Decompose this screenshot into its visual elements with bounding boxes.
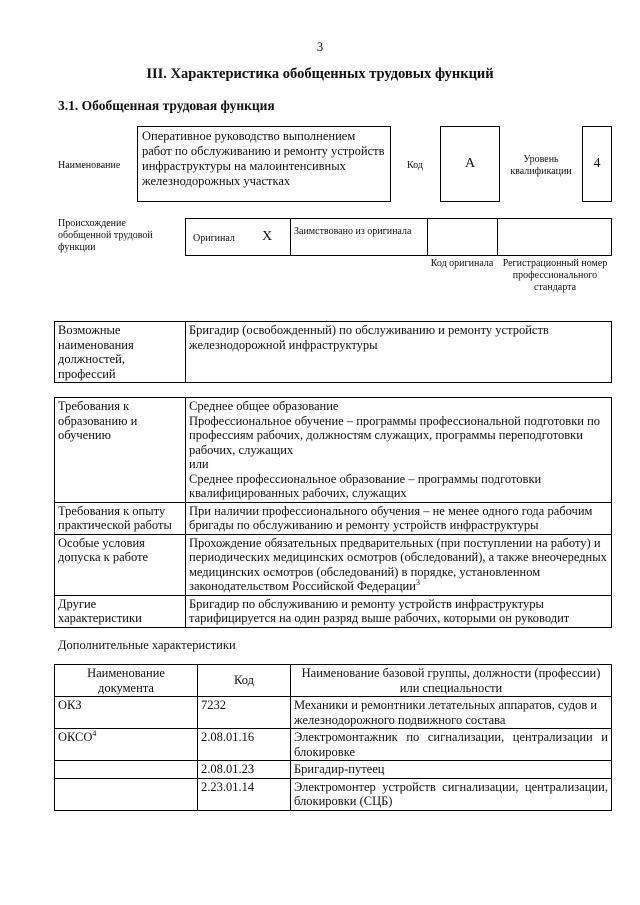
table-row [55,697,612,729]
positions-label: Возможные наименования должностей, профессий [55,322,186,383]
row-name: Бригадир-путеец [291,761,612,779]
footnote-marker: 3 [415,577,420,587]
section-title: III. Характеристика обобщенных трудовых функций [146,66,494,82]
code-original-caption: Код оригинала [430,258,494,269]
level-value: 4 [593,156,601,171]
row-doc [55,761,198,779]
header-doc: Наименование документа [55,665,198,697]
header-name: Наименование базовой группы, должности (профессии) или специальности [291,665,612,697]
row-code: 2.08.01.23 [198,761,291,779]
row-code: 2.23.01.14 [198,778,291,810]
original-mark: X [262,229,273,244]
row-name: Электромонтажник по сигнализации, централизации и блокировке [291,729,612,761]
table-row [55,761,612,779]
req-education-line: Профессиональное обучение – программы профессиональной подготовки по профессиям рабочих, должностям служащих, программы переподготовки рабочих, служащих [189,413,601,457]
req-education-line: Среднее общее образование [189,399,339,413]
row-doc [55,729,198,761]
table-row [55,729,612,761]
table-row [55,778,612,810]
req-education-label: Требования к образованию и обучению [55,398,186,503]
code-value-box [440,126,500,202]
name-value: Оперативное руководство выполнением работ по обслуживанию и ремонту устройств инфраструктуры на малоинтенсивных железнодорожных участках [142,129,385,188]
level-value-box [582,126,612,202]
row-name: Механики и ремонтники летательных аппаратов, судов и железнодорожного подвижного состава [291,697,612,729]
row-name: Электромонтер устройств сигнализации, централизации, блокировки (СЦБ) [291,778,612,810]
level-label: Уровень квалификации [510,154,572,177]
subsection-title: 3.1. Обобщенная трудовая функция [58,98,275,113]
name-label: Наименование [58,160,121,171]
req-conditions-label: Особые условия допуска к работе [55,534,186,595]
requirements-table [54,397,612,628]
code-label: Код [407,160,423,171]
row-doc-text: ОКСО [58,730,93,744]
original-label: Оригинал [193,233,235,244]
req-other-value: Бригадир по обслуживанию и ремонту устройств инфраструктуры тарифицируется на один разряд выше рабочих, которыми он руководит [186,595,612,627]
req-education-line: Среднее профессиональное образование – программы подготовки квалифицированных рабочих, служащих [189,471,542,500]
additional-caption: Дополнительные характеристики [58,638,236,652]
positions-value: Бригадир (освобожденный) по обслуживанию и ремонту устройств железнодорожной инфраструктуры [186,322,612,383]
reg-number-caption: Регистрационный номер профессионального стандарта [502,258,608,293]
req-conditions-value [186,534,612,595]
req-experience-label: Требования к опыту практической работы [55,502,186,534]
borrowed-label: Заимствовано из оригинала [294,226,412,237]
origin-divider-3 [497,218,498,256]
row-code: 7232 [198,697,291,729]
code-value: A [464,156,476,171]
req-other-label: Другие характеристики [55,595,186,627]
footnote-marker: 4 [92,728,97,738]
origin-divider-2 [427,218,428,256]
row-doc [55,778,198,810]
page-number: 3 [316,40,324,54]
row-code: 2.08.01.16 [198,729,291,761]
origin-divider-1 [290,218,291,256]
req-experience-value: При наличии профессионального обучения – не менее одного года рабочим бригады по обслуживанию и ремонту устройств инфраструктуры [186,502,612,534]
positions-table [54,321,612,383]
origin-label: Происхождение обобщенной трудовой функции [58,218,153,253]
header-code: Код [198,665,291,697]
req-education-line: или [189,457,209,471]
req-conditions-text: Прохождение обязательных предварительных (при поступлении на работу) и периодических медицинских осмотров (обследований), а также внеочередных медицинских осмотров (обследований) в порядке, установленном законодательством Российской Федерации [189,535,607,593]
additional-table [54,664,612,811]
req-education-value [186,398,612,503]
name-value-box [137,126,391,202]
row-doc: ОКЗ [55,697,198,729]
